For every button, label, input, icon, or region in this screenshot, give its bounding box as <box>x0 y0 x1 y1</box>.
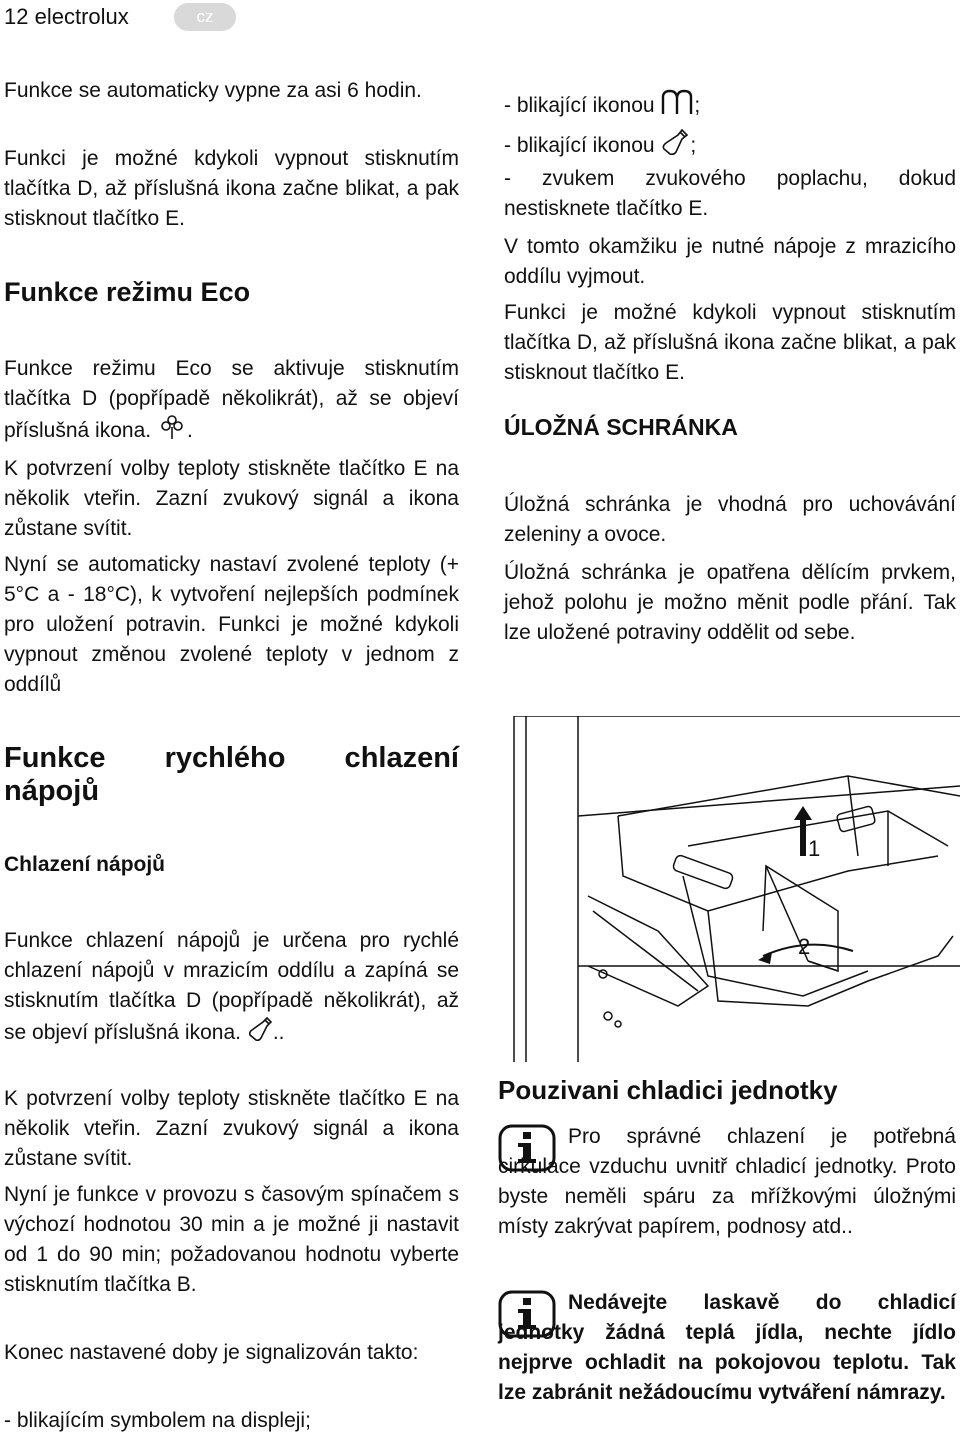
drinks-paragraph-1-text: Funkce chlazení nápojů je určena pro rychlé chlazení nápojů v mrazicím oddílu a zapíná se stisknutím tlačítka D (popřípadě několikrát), až se objeví příslušná ikona. <box>4 929 459 1045</box>
eco-icon <box>157 414 187 449</box>
drinks-paragraph-1-end: .. <box>272 1021 285 1045</box>
eco-paragraph-3: Nyní se automaticky nastaví zvolené teploty (+ 5°C a - 18°C), k vytvoření nejlepších podmínek pro uložení potravin. Funkci je možné kdykoli vypnout změnou zvolené teploty v jednom z oddílů <box>4 553 459 696</box>
page-header <box>4 2 129 32</box>
eco-paragraph-1-end: . <box>186 419 193 443</box>
eco-heading: Funkce režimu Eco <box>4 277 251 307</box>
brand-name: electrolux <box>34 4 129 29</box>
eco-paragraph-1-text: Funkce režimu Eco se aktivuje stisknutím tlačítka D (popřípadě několikrát), až se objeví příslušná ikona. <box>4 357 459 443</box>
signal-item-1-end: ; <box>694 94 701 118</box>
cancel-paragraph-2: Funkci je možné kdykoli vypnout stisknutím tlačítka D, až příslušná ikona začne blikat, a pak stisknout tlačítko E. <box>504 301 956 384</box>
usage-heading: Pouzivani chladici jednotky <box>498 1075 838 1105</box>
signal-item-3: - zvukem zvukového poplachu, dokud nestisknete tlačítko E. <box>504 167 956 220</box>
eco-paragraph-2: K potvrzení volby teploty stiskněte tlačítko E na několik vteřin. Zazní zvukový signál a ikona zůstane svítit. <box>4 457 459 540</box>
signal-item-1 <box>504 88 956 125</box>
info-paragraph-2: Nedávejte laskavě do chladicí jednotky žádná teplá jídla, nechte jídlo nejprve ochladit na pokojovou teplotu. Tak lze zabránit nežádoucímu vytváření námrazy. <box>498 1291 956 1404</box>
figure-label-1: 1 <box>808 836 821 861</box>
eco-paragraph-1 <box>4 354 459 449</box>
figure-label-2: 2 <box>798 934 811 959</box>
drinks-paragraph-5: - blikajícím symbolem na displeji; <box>4 1409 311 1432</box>
drinks-subheading: Chlazení nápojů <box>4 853 166 876</box>
drinks-paragraph-4: Konec nastavené doby je signalizován takto: <box>4 1341 419 1364</box>
drawer-paragraph-1: Úložná schránka je vhodná pro uchovávání zeleniny a ovoce. <box>504 493 956 546</box>
cancel-paragraph: Funkci je možné kdykoli vypnout stisknutím tlačítka D, až příslušná ikona začne blikat, a pak stisknout tlačítko E. <box>4 147 459 230</box>
bottle-icon <box>660 128 690 165</box>
info-paragraph-1: Pro správné chlazení je potřebná cirkulace vzduchu uvnitř chladicí jednotky. Proto byste neměli spáru za mřížkovými úložnými místy zakrývat papírem, podnosy atd.. <box>498 1125 956 1238</box>
bottle-icon <box>247 1016 273 1051</box>
language-badge: cz <box>174 3 236 31</box>
drinks-paragraph-3: Nyní je funkce v provozu s časovým spínačem s výchozí hodnotou 30 min a je možné ji nastavit od 1 do 90 min; požadovanou hodnotu vyberte stisknutím tlačítka B. <box>4 1183 459 1296</box>
signal-item-2-text: - blikající ikonou <box>504 134 655 158</box>
auto-off-paragraph: Funkce se automaticky vypne za asi 6 hodin. <box>4 79 422 102</box>
drawer-figure <box>508 716 960 1062</box>
page-number: 12 <box>4 4 29 29</box>
quick-chill-heading: Funkce rychlého chlazení nápojů <box>4 742 459 807</box>
drinks-paragraph-2: K potvrzení volby teploty stiskněte tlačítko E na několik vteřin. Zazní zvukový signál a ikona zůstane svítit. <box>4 1087 459 1170</box>
drawer-paragraph-2: Úložná schránka je opatřena dělícím prvkem, jehož polohu je možno měnit podle přání. Tak lze uložené potraviny oddělit od sebe. <box>504 561 956 644</box>
drawer-heading: ÚLOŽNÁ SCHRÁNKA <box>504 414 738 440</box>
remove-paragraph: V tomto okamžiku je nutné nápoje z mrazicího oddílu vyjmout. <box>504 235 956 288</box>
m-icon <box>660 88 694 125</box>
signal-item-2 <box>504 128 956 165</box>
signal-item-2-end: ; <box>690 134 697 158</box>
drinks-paragraph-1 <box>4 926 459 1051</box>
signal-item-1-text: - blikající ikonou <box>504 94 655 118</box>
